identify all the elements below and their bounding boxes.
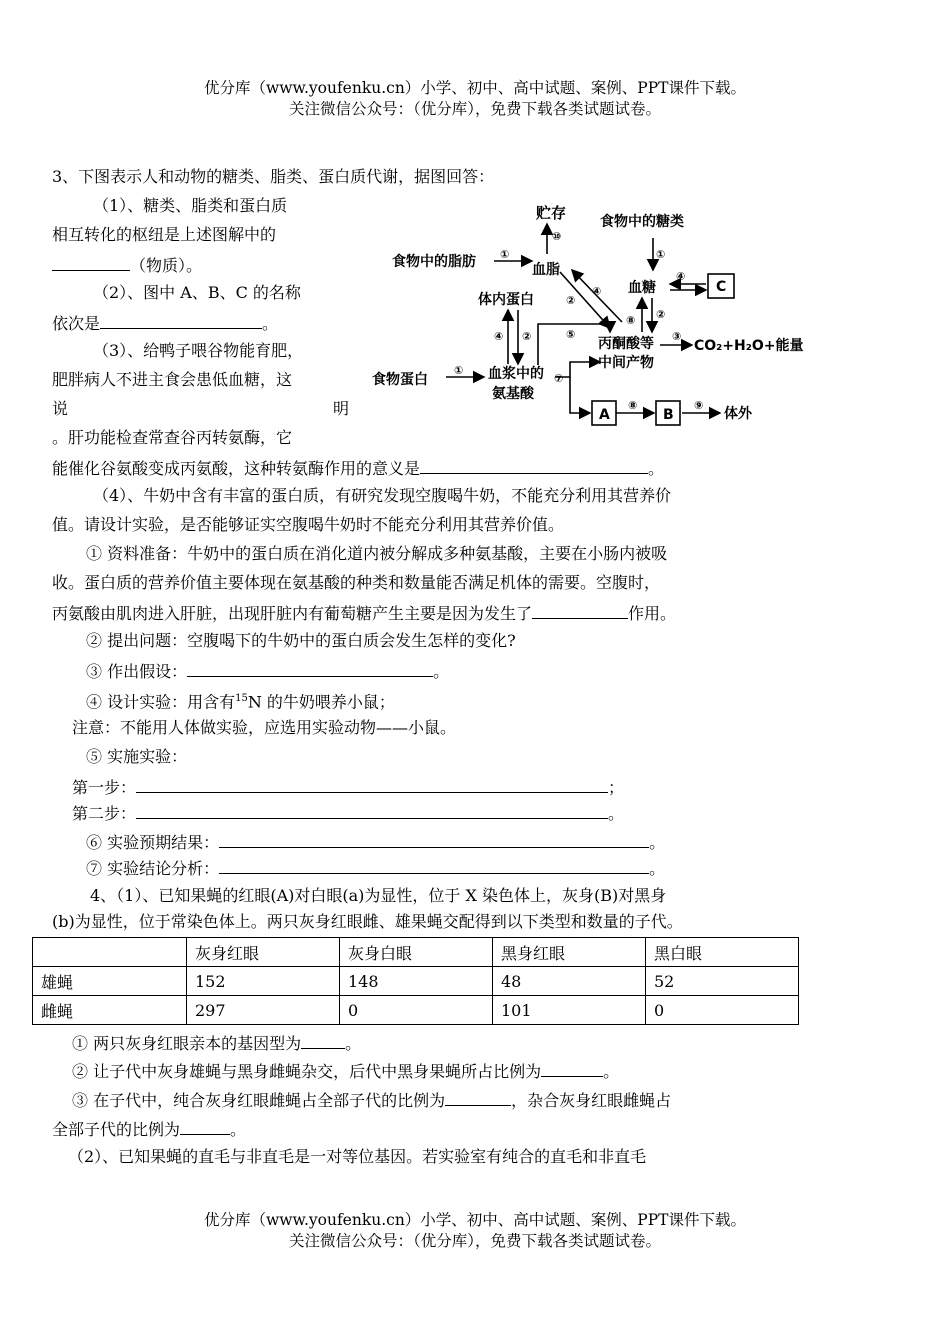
table-cell: 52 [646,967,799,996]
arrow-amino-to-a [570,377,590,413]
q3-step3-label: ③ 作出假设： [86,662,188,681]
first-step-label: 第一步： [72,778,137,797]
q3-part3-line4: 。肝功能检查常查谷丙转氨酶，它 [52,428,293,447]
label-outside: 体外 [724,406,752,422]
offspring-table [32,937,799,1025]
q3-step7 [86,855,665,881]
answer-blank[interactable] [420,455,648,474]
label-box-a: A [599,407,610,423]
step-number-2-fat: ② [566,294,576,307]
q3-part1-tail: （物质）。 [130,256,203,275]
step-number-5: ⑤ [566,328,576,341]
label-box-c: C [716,279,727,295]
label-pyruvate-1: 丙酮酸等 [598,336,654,352]
answer-blank[interactable] [180,1116,230,1135]
label-products: CO₂+H₂O+能量 [694,338,804,354]
table-cell: 101 [493,996,646,1025]
table-header [33,938,187,967]
answer-blank[interactable] [219,855,649,874]
q3-step1-question: 丙氨酸由肌肉进入肝脏，出现肝脏内有葡萄糖产生主要是因为发生了 [52,604,533,623]
table-cell: 0 [340,996,493,1025]
q4-answer3-line1 [72,1087,671,1113]
q4-part2: （2）、已知果蝇的直毛与非直毛是一对等位基因。若实验室有纯合的直毛和非直毛 [68,1147,647,1166]
step-number-4-c: ④ [676,270,686,283]
q4-answer1 [72,1030,361,1056]
q3-part2-line2 [52,310,278,336]
q3-step7-label: ⑦ 实验结论分析： [86,859,220,878]
label-amino-2: 氨基酸 [492,386,534,402]
table-header: 黑白眼 [646,938,799,967]
q4-answer3-end: 。 [230,1120,247,1139]
step-number-4-protein: ④ [494,330,504,343]
step-number-1-protein: ① [454,364,464,377]
q3-step3-end: 。 [433,662,450,681]
table-cell: 48 [493,967,646,996]
label-amino-1: 血浆中的 [488,366,544,382]
q3-second-step [72,800,624,826]
label-pyruvate-2: 中间产物 [598,355,654,371]
table-cell: 0 [646,996,799,1025]
answer-blank[interactable] [532,600,628,619]
q3-part3-line1: （3）、给鸭子喂谷物能育肥， [93,341,304,360]
q4-part1-line1: 4、（1）、已知果蝇的红眼(A)对白眼(a)为显性，位于 X 染色体上，灰身(B)对黑身 [90,886,667,905]
label-box-b: B [663,407,674,423]
q3-part3-line5 [52,455,664,481]
q3-part2-tail: 。 [262,314,279,333]
table-cell: 雄蝇 [33,967,187,996]
step-number-10: ⑩ [552,230,562,243]
step-number-4-fat: ④ [592,285,602,298]
table-row [33,967,799,996]
answer-blank[interactable] [219,829,649,848]
q4-answer1-text: ① 两只灰身红眼亲本的基因型为 [72,1034,302,1053]
q4-answer2 [72,1058,619,1084]
answer-blank[interactable] [52,252,130,271]
table-header-row [33,938,799,967]
step-number-9: ⑨ [694,399,704,412]
q3-step1-line3 [52,600,676,626]
answer-blank[interactable] [445,1087,511,1106]
q3-step4 [86,687,395,714]
label-blood-fat: 血脂 [532,262,560,278]
step-number-1-sugar: ① [656,248,666,261]
second-step-end: 。 [608,804,625,823]
step-number-3: ③ [672,330,682,343]
answer-blank[interactable] [541,1058,603,1077]
q3-step1-end: 作用。 [628,604,677,623]
q3-step1-line1: ① 资料准备：牛奶中的蛋白质在消化道内被分解成多种氨基酸，主要在小肠内被吸 [86,544,668,563]
q3-part2-label: 依次是 [52,314,101,333]
q3-note: 注意：不能用人体做实验，应选用实验动物——小鼠。 [72,718,457,737]
q3-part4-line1: （4）、牛奶中含有丰富的蛋白质，有研究发现空腹喝牛奶，不能充分利用其营养价 [93,486,672,505]
first-step-end: ； [608,778,625,797]
label-food-fat: 食物中的脂肪 [392,254,476,270]
q3-step4-text-end: N 的牛奶喂养小鼠； [247,692,395,712]
header-line-2: 关注微信公众号：（优分库），免费下载各类试题试卷。 [288,100,661,118]
q3-part1-line3 [52,252,202,278]
q4-answer3-line2 [52,1116,246,1142]
table-header: 黑身红眼 [493,938,646,967]
metabolism-diagram [360,200,830,440]
q4-answer2-text: ② 让子代中灰身雄蝇与黑身雌蝇杂交，后代中黑身果蝇所占比例为 [72,1062,542,1081]
q3-step3 [86,658,449,684]
q3-step5: ⑤ 实施实验： [86,747,188,766]
table-cell: 148 [340,967,493,996]
q4-answer3-text: ③ 在子代中，纯合灰身红眼雌蝇占全部子代的比例为 [72,1091,446,1110]
step-number-7: ⑦ [554,372,564,385]
q3-step6-end: 。 [649,833,666,852]
answer-blank[interactable] [187,658,433,677]
q3-first-step [72,774,624,800]
table-row [33,996,799,1025]
q4-answer1-end: 。 [345,1034,362,1053]
header-line-1: 优分库（www.youfenku.cn）小学、初中、高中试题、案例、PPT课件下载。 [203,79,747,97]
q3-step1-line2: 收。蛋白质的营养价值主要体现在氨基酸的种类和数量能否满足机体的需要。空腹时， [52,573,661,592]
answer-blank[interactable] [136,774,608,793]
second-step-label: 第二步： [72,804,137,823]
step-number-8: ⑧ [628,399,638,412]
step-number-8-sugar: ⑧ [626,314,636,327]
answer-blank[interactable] [301,1030,345,1049]
label-food-sugar: 食物中的糖类 [600,214,684,230]
q3-part3-ming: 明 [333,399,350,418]
table-cell: 雌蝇 [33,996,187,1025]
q3-part1-line2: 相互转化的枢纽是上述图解中的 [52,225,277,244]
answer-blank[interactable] [136,800,608,819]
table-header: 灰身白眼 [340,938,493,967]
table-header: 灰身红眼 [187,938,340,967]
q3-part3-end: 。 [648,459,665,478]
footer-line-2: 关注微信公众号：（优分库），免费下载各类试题试卷。 [288,1232,661,1250]
q3-step4-text: ④ 设计实验：用含有 [86,692,236,712]
label-food-protein: 食物蛋白 [372,372,428,388]
q3-part3-shuo: 说 [52,399,69,418]
q3-step6-label: ⑥ 实验预期结果： [86,833,220,852]
table-cell: 297 [187,996,340,1025]
q3-part1-line1: （1）、糖类、脂类和蛋白质 [93,196,288,215]
q4-answer2-end: 。 [603,1062,620,1081]
label-body-protein: 体内蛋白 [478,292,534,308]
q3-part3-line2: 肥胖病人不进主食会患低血糖，这 [52,370,293,389]
q3-part2-line1: （2）、图中 A、B、C 的名称 [93,283,301,302]
q3-part4-line2: 值。请设计实验，是否能够证实空腹喝牛奶时不能充分利用其营养价值。 [52,515,565,534]
q3-step7-end: 。 [649,859,666,878]
q3-step2: ② 提出问题：空腹喝下的牛奶中的蛋白质会发生怎样的变化? [86,631,516,650]
q3-step6 [86,829,665,855]
step-number-2-sugar: ② [656,308,666,321]
q4-part1-line2: (b)为显性，位于常染色体上。两只灰身红眼雌、雄果蝇交配得到以下类型和数量的子代。 [52,912,683,931]
q3-part3-question: 能催化谷氨酸变成丙氨酸，这种转氨酶作用的意义是 [52,459,421,478]
step-number-2-protein: ② [522,330,532,343]
q3-stem: 3、下图表示人和动物的糖类、脂类、蛋白质代谢，据图回答： [52,167,495,186]
footer-line-1: 优分库（www.youfenku.cn）小学、初中、高中试题、案例、PPT课件下载。 [203,1211,747,1229]
answer-blank[interactable] [100,310,262,329]
table-cell: 152 [187,967,340,996]
label-blood-sugar: 血糖 [628,280,656,296]
q4-answer3-text-2: ，杂合灰身红眼雌蝇占 [511,1091,672,1110]
q4-answer3-text-3: 全部子代的比例为 [52,1120,181,1139]
isotope-superscript: 15 [235,693,248,704]
step-number-1-fat: ① [500,248,510,261]
label-storage: 贮存 [536,204,567,222]
